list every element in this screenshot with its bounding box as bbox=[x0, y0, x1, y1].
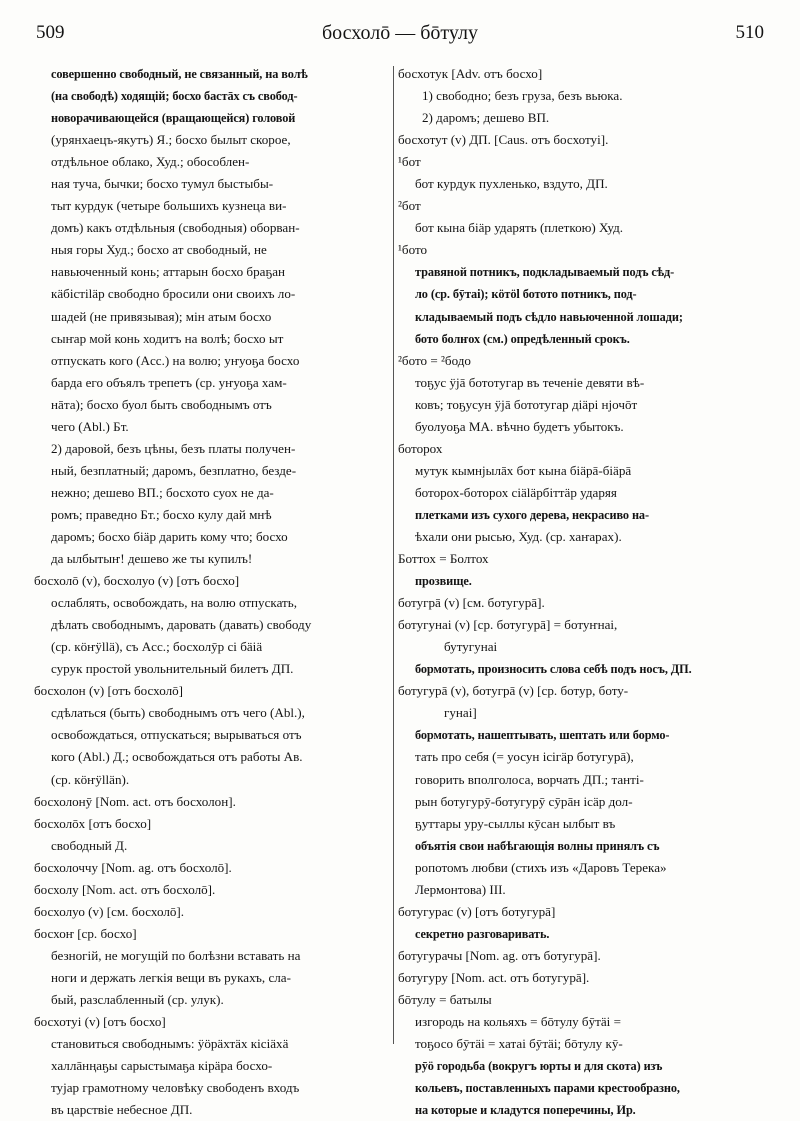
dictionary-line: тыт курдук (четыре большихъ кузнеца ви- bbox=[51, 198, 287, 214]
dictionary-line: сдѣлаться (быть) свободнымъ отъ чего (Abl.), bbox=[51, 705, 305, 721]
dictionary-line: буолуоҕа МА. вѣчно будетъ убытокъ. bbox=[415, 418, 624, 434]
dictionary-line: ²бот bbox=[398, 198, 421, 214]
dictionary-line: объятія свои набѣгающія волны принялъ съ bbox=[415, 838, 660, 853]
dictionary-line: 1) свободно; безъ груза, безъ вьюка. bbox=[422, 88, 623, 104]
dictionary-line: ный, безплатный; даромъ, безплатно, безде- bbox=[51, 462, 297, 478]
dictionary-line: ная туча, бычки; босхо тумул быстыбы- bbox=[51, 176, 274, 192]
dictionary-line: кäбiстiläр свободно бросили они своихъ ло- bbox=[51, 286, 296, 302]
dictionary-line: кольевъ, поставленныхъ парами крестообразно, bbox=[415, 1081, 680, 1096]
dictionary-line: Боттох = Болтох bbox=[398, 551, 489, 567]
dictionary-line: шадей (не привязывая); мiн атым босхо bbox=[51, 308, 272, 324]
dictionary-line: становиться свободнымъ: ÿöрäхтäх кiсiäхä bbox=[51, 1036, 289, 1052]
dictionary-line: Лермонтова) III. bbox=[415, 881, 506, 897]
dictionary-line: ¹бот bbox=[398, 154, 421, 170]
dictionary-line: рын ботугурӯ-ботугурӯ сӯрāн iсäр дол- bbox=[415, 793, 633, 809]
dictionary-line: безногій, не могущій по болѣзни вставать на bbox=[51, 947, 301, 963]
dictionary-line: ропотомъ любви (стихъ изъ «Даровъ Терека» bbox=[415, 859, 667, 875]
dictionary-line: халлāнңаҕы сарыстымаҕа кiрäра босхо- bbox=[51, 1058, 273, 1074]
dictionary-line: свободный Д. bbox=[51, 837, 128, 853]
dictionary-line: босхоҥ [ср. босхо] bbox=[34, 925, 137, 941]
dictionary-line: босхолōх [отъ босхо] bbox=[34, 815, 152, 831]
dictionary-line: ботугуру [Nom. act. отъ ботугурā]. bbox=[398, 969, 590, 985]
page-number-left: 509 bbox=[36, 22, 65, 43]
dictionary-line: босхолоччу [Nom. ag. отъ босхолō]. bbox=[34, 859, 232, 875]
dictionary-line: босхолон (v) [отъ босхолō] bbox=[34, 683, 184, 699]
dictionary-line: боторох bbox=[398, 440, 443, 456]
dictionary-line: въ царствіе небесное ДП. bbox=[51, 1102, 193, 1118]
dictionary-line: барда его объялъ трепетъ (ср. уҥуоҕа хам- bbox=[51, 374, 287, 390]
dictionary-line: бутугунаi bbox=[444, 639, 498, 655]
dictionary-line: отпускать кого (Acc.) на волю; уҥуоҕа босхо bbox=[51, 352, 300, 368]
dictionary-line: домъ) какъ отдѣльныя (свободныя) оборван- bbox=[51, 220, 300, 236]
dictionary-line: кладываемый подъ сѣдло навьюченной лошади; bbox=[415, 309, 683, 324]
dictionary-line: 2) даровой, безъ цѣны, безъ платы получен- bbox=[51, 440, 296, 456]
dictionary-line: сыҥар мой конь ходитъ на волѣ; босхо ыт bbox=[51, 330, 284, 346]
dictionary-line: бōтулу = батылы bbox=[398, 991, 492, 1007]
dictionary-line: нāта); босхо буол быть свободнымъ отъ bbox=[51, 396, 272, 412]
dictionary-line: ковъ; тоҕусун ӱjā бототугар дiäрi нjочōт bbox=[415, 396, 638, 412]
dictionary-line: боторох-боторох сiäläрбiттäр ударяя bbox=[415, 484, 617, 500]
dictionary-line: даромъ; босхо бiäр дарить кому что; босхо bbox=[51, 528, 288, 544]
dictionary-line: навьюченный конь; аттарын босхо браҕан bbox=[51, 264, 286, 280]
dictionary-line: ботугурас (v) [отъ ботугурā] bbox=[398, 903, 556, 919]
dictionary-line: секретно разговаривать. bbox=[415, 926, 550, 941]
dictionary-line: мутук кымнjылāх бот кына бiäрā-бiäрā bbox=[415, 462, 632, 478]
dictionary-line: отдѣльное облако, Худ.; обособлен- bbox=[51, 154, 250, 170]
dictionary-line: босхолуо (v) [см. босхолō]. bbox=[34, 903, 185, 919]
dictionary-line: дѣлать свободнымъ, даровать (давать) свободу bbox=[51, 617, 312, 633]
dictionary-line: тоҕус ӱjā бототугар въ теченіе девяти вѣ- bbox=[415, 374, 645, 390]
dictionary-line: ¹бото bbox=[398, 242, 428, 258]
dictionary-line: новорачивающейся (вращающейся) головой bbox=[51, 111, 296, 126]
dictionary-line: тать про себя (= уосун iсiгäр ботугурā), bbox=[415, 749, 634, 765]
dictionary-line: говорить вполголоса, ворчать ДП.; тантi- bbox=[415, 771, 644, 787]
dictionary-line: босхолō (v), босхолуо (v) [отъ босхо] bbox=[34, 573, 240, 589]
dictionary-line: (ср. кöҥÿllä), съ Acc.; босхолӯр сi бäiä bbox=[51, 639, 263, 655]
dictionary-line: босхотуi (v) [отъ босхо] bbox=[34, 1014, 166, 1030]
dictionary-line: ослаблять, освобождать, на волю отпускать, bbox=[51, 595, 298, 611]
left-column bbox=[34, 63, 389, 1121]
dictionary-line: ботугунаi (v) [ср. ботугурā] = ботуҥнаi, bbox=[398, 617, 618, 633]
dictionary-line: (на свободѣ) ходящій; босхо бастāх съ свобод- bbox=[51, 89, 298, 104]
dictionary-line: совершенно свободный, не связанный, на волѣ bbox=[51, 67, 308, 81]
dictionary-line: да ылбытыҥ! дешево же ты купилъ! bbox=[51, 551, 253, 567]
dictionary-line: ботугурā (v), ботугрā (v) [ср. ботур, боту- bbox=[398, 683, 629, 699]
dictionary-line: изгородь на кольяхъ = бōтулу бӯтäi = bbox=[415, 1014, 621, 1030]
dictionary-line: бот кына бiäр ударять (плеткою) Худ. bbox=[415, 220, 624, 236]
dictionary-line: босхолу [Nom. act. отъ босхолō]. bbox=[34, 881, 216, 897]
dictionary-line: прозвище. bbox=[415, 574, 472, 589]
dictionary-line: ромъ; праведно Бт.; босхо кулу дай мнѣ bbox=[51, 506, 272, 522]
dictionary-line: 2) даромъ; дешево ВП. bbox=[422, 110, 550, 126]
column-divider bbox=[393, 66, 394, 1044]
dictionary-line: туjар грамотному человѣку свободенъ входъ bbox=[51, 1080, 300, 1096]
dictionary-line: на которые и кладутся поперечины, Ир. bbox=[415, 1103, 636, 1118]
dictionary-line: кого (Abl.) Д.; освобождаться отъ работы Ав. bbox=[51, 749, 303, 765]
dictionary-line: ботугрā (v) [см. ботугурā]. bbox=[398, 595, 545, 611]
running-head: босхолō — бōтулу bbox=[322, 22, 478, 44]
dictionary-line: нежно; дешево ВП.; босхото суох не да- bbox=[51, 484, 274, 500]
dictionary-line: освобождаться, отпускаться; вырываться отъ bbox=[51, 727, 302, 743]
page-number-right: 510 bbox=[735, 22, 764, 43]
dictionary-line: сурук простой увольнительный билетъ ДП. bbox=[51, 661, 294, 677]
dictionary-line: чего (Abl.) Бт. bbox=[51, 418, 129, 434]
dictionary-line: бото болҥох (см.) опредѣленный срокъ. bbox=[415, 331, 630, 346]
dictionary-line: плетками изъ сухого дерева, некрасиво на- bbox=[415, 507, 649, 522]
dictionary-line: рӯö городьба (вокругъ юрты и для скота) изъ bbox=[415, 1059, 663, 1074]
dictionary-line: ѣхали они рысью, Худ. (ср. хаҥарах). bbox=[415, 528, 622, 544]
dictionary-line: бый, разслабленный (ср. улук). bbox=[51, 991, 224, 1007]
dictionary-line: бормотать, произносить слова себѣ подъ носъ, ДП. bbox=[415, 662, 692, 677]
dictionary-line: тоҕосо бӯтäi = хатаi бӯтäi; бōтулу кӯ- bbox=[415, 1036, 623, 1052]
dictionary-line: босхотук [Adv. отъ босхо] bbox=[398, 66, 543, 81]
dictionary-line: гунаi] bbox=[444, 705, 477, 721]
dictionary-line: бормотать, нашептывать, шептать или бормо- bbox=[415, 728, 670, 743]
dictionary-line: ҕуттары уру-сыллы кӯсан ылбыт въ bbox=[415, 815, 616, 831]
dictionary-line: травяной потникъ, подкладываемый подъ сѣд- bbox=[415, 265, 675, 280]
dictionary-line: ботугурачы [Nom. ag. отъ ботугурā]. bbox=[398, 947, 601, 963]
dictionary-line: ныя горы Худ.; босхо ат свободный, не bbox=[51, 242, 267, 258]
dictionary-line: бот курдук пухленько, вздуто, ДП. bbox=[415, 176, 608, 192]
dictionary-line: ²бото = ²бодо bbox=[398, 352, 471, 368]
dictionary-line: ноги и держать легкія вещи въ рукахъ, сла- bbox=[51, 969, 291, 985]
dictionary-line: босхотут (v) ДП. [Caus. отъ босхотуi]. bbox=[398, 132, 609, 148]
dictionary-line: (ср. кöҥÿllän). bbox=[51, 771, 130, 787]
dictionary-line: босхолонӯ [Nom. act. отъ босхолон]. bbox=[34, 793, 236, 809]
dictionary-line: (урянхаецъ-якутъ) Я.; босхо былыт скорое, bbox=[51, 132, 291, 148]
page-header bbox=[36, 22, 764, 52]
dictionary-line: ло (ср. бӯтаi); кöтöl ботото потникъ, под- bbox=[415, 287, 637, 302]
right-column bbox=[398, 63, 764, 1121]
